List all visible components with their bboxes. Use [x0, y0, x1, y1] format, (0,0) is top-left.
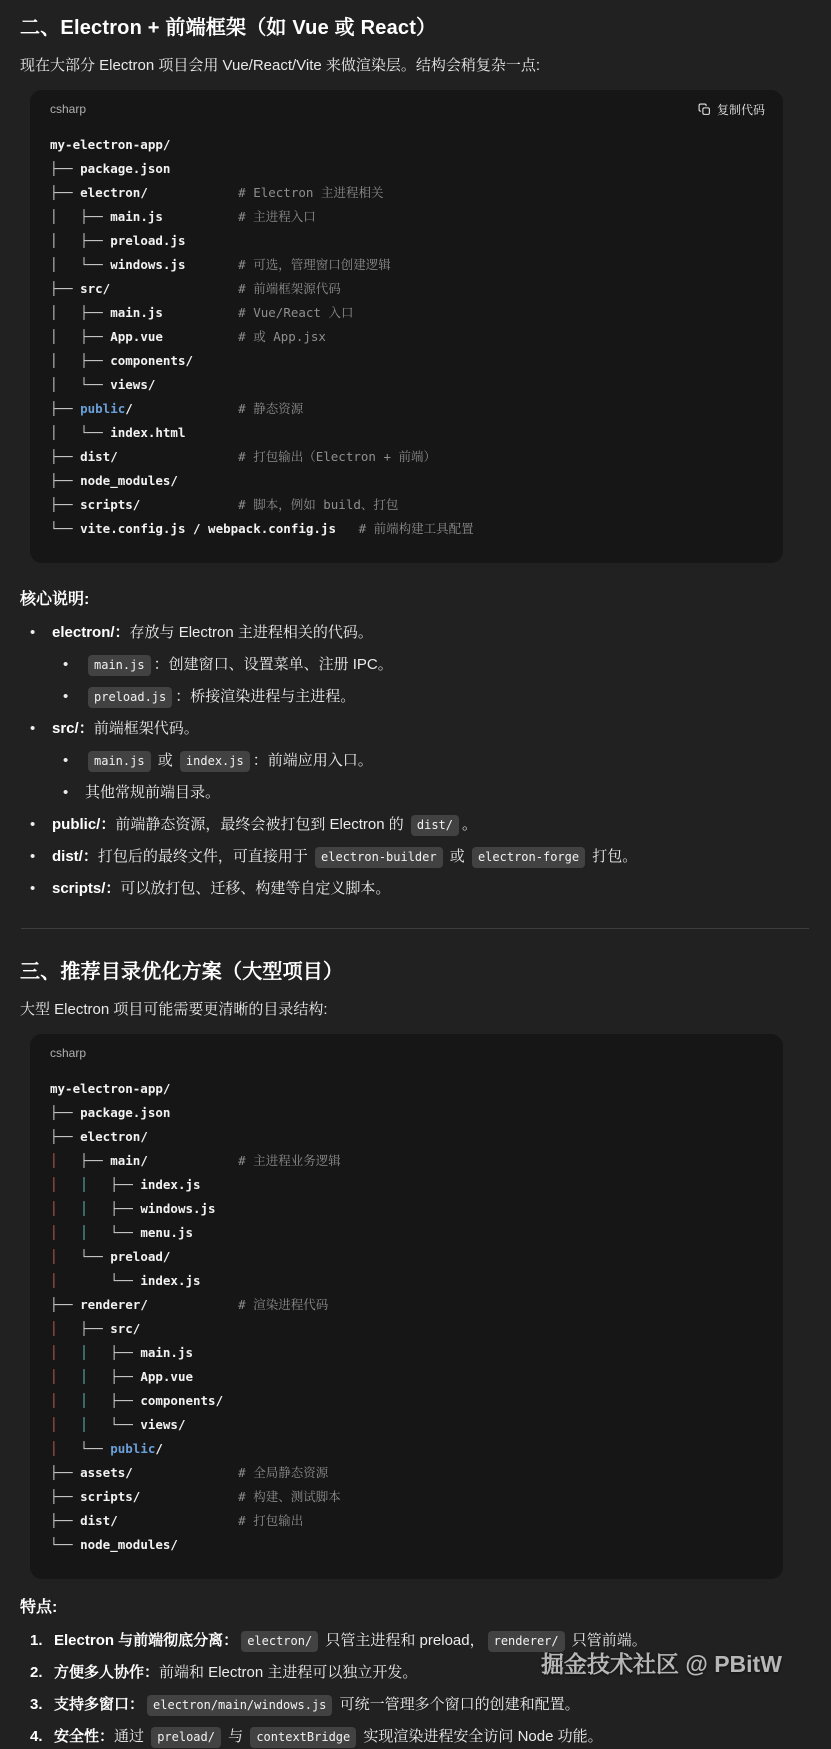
list-item-text: [52, 877, 831, 901]
text-run: 其他常规前端目录。: [85, 784, 221, 801]
code-comment: # 前端框架源代码: [238, 281, 341, 296]
code-token: └──: [80, 257, 111, 272]
code-token: electron/: [80, 185, 148, 200]
code-token: │: [80, 1225, 111, 1240]
code-token: dist/: [80, 1513, 118, 1528]
text-run: ：创建窗口、设置菜单、注册 IPC。: [153, 656, 393, 673]
code-comment: # 打包输出（Electron + 前端）: [238, 449, 437, 464]
code-line: [50, 1077, 763, 1101]
code-token: my-electron-app/: [50, 137, 171, 152]
bullet-marker: •: [63, 752, 69, 769]
list-number: 1.: [30, 1632, 43, 1649]
code-line: [50, 181, 763, 205]
file-tree-code-2: [30, 1060, 783, 1579]
code-line: [50, 1437, 763, 1461]
numbered-list-item: [0, 1693, 831, 1717]
inline-code-chip: preload/: [151, 1727, 221, 1748]
text-run: 存放与 Electron 主进程相关的代码。: [129, 624, 373, 641]
code-comment: # Electron 主进程相关: [238, 185, 384, 200]
bold-label: 支持多窗口：: [54, 1696, 145, 1713]
code-token: menu.js: [140, 1225, 194, 1240]
code-token: │: [80, 1369, 111, 1384]
text-run: 前端框架代码。: [93, 720, 199, 737]
bullet-marker: •: [63, 784, 69, 801]
inline-code-chip: main.js: [88, 751, 151, 772]
code-token: ├──: [50, 161, 81, 176]
code-token: ├──: [50, 1129, 81, 1144]
code-token: ├──: [110, 1177, 141, 1192]
code-token: package.json: [80, 1105, 171, 1120]
code-line: [50, 1533, 763, 1557]
code-line: [50, 1221, 763, 1245]
copy-code-button[interactable]: [698, 101, 765, 118]
bold-label: 安全性：: [54, 1728, 115, 1745]
text-run: 实现渲染进程安全访问 Node 功能。: [359, 1728, 603, 1745]
text-run: 可统一管理多个窗口的创建和配置。: [335, 1696, 580, 1713]
code-line: [50, 1317, 763, 1341]
list-number: 4.: [30, 1728, 43, 1745]
features-list: [0, 1629, 831, 1749]
copy-icon: [698, 103, 711, 116]
core-notes-heading: 核心说明:: [20, 591, 90, 608]
code-comment: # 可选，管理窗口创建逻辑: [238, 257, 391, 272]
code-token: └──: [110, 1225, 141, 1240]
code-token: ├──: [110, 1201, 141, 1216]
code-token: renderer/: [80, 1297, 148, 1312]
numbered-list-item: [0, 1661, 831, 1685]
code-line: [50, 1197, 763, 1221]
code-token: [140, 497, 238, 512]
code-block-1: [30, 90, 783, 563]
code-token: index.js: [140, 1273, 201, 1288]
code-token: │: [50, 329, 81, 344]
code-language-label: csharp: [50, 1046, 87, 1060]
code-token: [110, 281, 238, 296]
code-line: [50, 349, 763, 373]
text-run: ：前端应用入口。: [252, 752, 373, 769]
bold-label: electron/：: [52, 624, 130, 641]
code-token: [148, 185, 238, 200]
numbered-list-item: [0, 1629, 831, 1653]
code-token: └──: [80, 1441, 111, 1456]
text-run: 或: [445, 848, 469, 865]
section-two-heading: 二、Electron + 前端框架（如 Vue 或 React）: [20, 17, 437, 39]
bullet-marker: •: [63, 688, 69, 705]
code-line: [50, 517, 763, 541]
text-run: 打包后的最终文件，可直接用于: [97, 848, 313, 865]
code-comment: # 打包输出: [238, 1513, 304, 1528]
inline-code-chip: preload.js: [88, 687, 172, 708]
code-token: App.vue: [140, 1369, 194, 1384]
code-line: [50, 1125, 763, 1149]
code-token: src/: [110, 1321, 141, 1336]
code-language-label: csharp: [50, 102, 87, 116]
bullet-marker: •: [30, 624, 36, 641]
code-line: [50, 397, 763, 421]
code-token: ├──: [80, 305, 111, 320]
code-token: main.js: [110, 305, 163, 320]
bullet-marker: •: [30, 816, 36, 833]
code-token: [118, 1513, 238, 1528]
code-token: node_modules/: [80, 1537, 178, 1552]
code-token: [148, 1297, 238, 1312]
code-token: [163, 329, 238, 344]
code-token: main.js: [140, 1345, 194, 1360]
code-token: │: [50, 305, 81, 320]
code-token: ├──: [50, 1465, 81, 1480]
bullet-list-item: [0, 717, 831, 741]
code-line: [50, 1413, 763, 1437]
code-token: │: [50, 233, 81, 248]
code-token: ├──: [110, 1345, 141, 1360]
bullet-list-item: [0, 653, 831, 677]
code-line: [50, 1389, 763, 1413]
code-token: [336, 521, 359, 536]
code-token: components/: [110, 353, 194, 368]
code-token: windows.js: [110, 257, 186, 272]
list-item-text: [85, 781, 831, 805]
list-item-text: [85, 749, 831, 773]
code-token: │: [50, 425, 81, 440]
code-token: assets/: [80, 1465, 133, 1480]
code-token: │: [50, 1273, 111, 1288]
code-token: │: [80, 1177, 111, 1192]
code-token: ├──: [50, 281, 81, 296]
bullet-marker: •: [30, 720, 36, 737]
code-token: ├──: [50, 1105, 81, 1120]
code-token: │: [50, 1345, 81, 1360]
section-two-intro: 现在大部分 Electron 项目会用 Vue/React/Vite 来做渲染层。结构会稍复杂一点:: [20, 57, 541, 74]
code-token: │: [50, 1201, 81, 1216]
code-token: │: [50, 209, 81, 224]
list-item-text: [85, 653, 831, 677]
list-item-text: [54, 1629, 831, 1653]
bold-label: src/：: [52, 720, 94, 737]
code-token: ├──: [50, 1489, 81, 1504]
code-token: │: [50, 1177, 81, 1192]
code-token: my-electron-app/: [50, 1081, 171, 1096]
code-token: ├──: [110, 1393, 141, 1408]
code-token: preload/: [110, 1249, 171, 1264]
code-token: ├──: [50, 473, 81, 488]
code-line: [50, 133, 763, 157]
code-line: [50, 493, 763, 517]
code-token: index.js: [140, 1177, 201, 1192]
bullet-list-item: [0, 813, 831, 837]
code-line: [50, 1293, 763, 1317]
code-line: [50, 1461, 763, 1485]
list-item-text: [52, 813, 831, 837]
text-run: 只管前端。: [567, 1632, 647, 1649]
code-token: │: [50, 1369, 81, 1384]
code-line: [50, 229, 763, 253]
code-token: │: [50, 1321, 81, 1336]
text-run: 前端静态资源，最终会被打包到 Electron 的: [115, 816, 408, 833]
code-token: │: [50, 1441, 81, 1456]
code-token: ├──: [50, 185, 81, 200]
code-token: App.vue: [110, 329, 163, 344]
code-line: [50, 325, 763, 349]
text-run: 可以放打包、迁移、构建等自定义脚本。: [120, 880, 391, 897]
list-number: 2.: [30, 1664, 43, 1681]
inline-code-chip: contextBridge: [250, 1727, 356, 1748]
code-token: preload.js: [110, 233, 186, 248]
copy-code-label: 复制代码: [716, 102, 765, 117]
code-token: [133, 1465, 238, 1480]
code-token: └──: [80, 1249, 111, 1264]
bullet-list-item: [0, 749, 831, 773]
code-token: ├──: [80, 1153, 111, 1168]
text-run: 通过: [114, 1728, 149, 1745]
code-line: [50, 1485, 763, 1509]
code-token: electron/: [80, 1129, 148, 1144]
list-item-text: [85, 685, 831, 709]
section-divider: [21, 928, 809, 929]
code-comment: # 主进程入口: [238, 209, 316, 224]
inline-code-chip: renderer/: [488, 1631, 565, 1652]
code-line: [50, 373, 763, 397]
text-run: 前端和 Electron 主进程可以独立开发。: [159, 1664, 418, 1681]
inline-code-chip: dist/: [411, 815, 459, 836]
code-token: └──: [50, 521, 81, 536]
file-tree-code-1: [30, 116, 783, 563]
code-token: src/: [80, 281, 111, 296]
code-token: │: [50, 353, 81, 368]
code-token: dist/: [80, 449, 118, 464]
code-token: index.html: [110, 425, 186, 440]
bullet-list-item: [0, 621, 831, 645]
inline-code-chip: index.js: [180, 751, 250, 772]
code-line: [50, 1509, 763, 1533]
code-line: [50, 157, 763, 181]
code-token: │: [80, 1345, 111, 1360]
watermark: 掘金技术社区 @ PBitW: [541, 1651, 782, 1677]
code-token: └──: [80, 377, 111, 392]
inline-code-chip: electron/main/windows.js: [147, 1695, 332, 1716]
bullet-marker: •: [63, 656, 69, 673]
section-three-heading: 三、推荐目录优化方案（大型项目）: [20, 961, 344, 983]
code-comment: # 静态资源: [238, 401, 304, 416]
code-line: [50, 1101, 763, 1125]
list-item-text: [52, 845, 831, 869]
code-token: [133, 401, 238, 416]
code-line: [50, 253, 763, 277]
code-token: │: [80, 1201, 111, 1216]
code-comment: # 或 App.jsx: [238, 329, 326, 344]
code-token: [163, 305, 238, 320]
code-token: │: [50, 377, 81, 392]
bullet-list-item: [0, 877, 831, 901]
code-token: ├──: [80, 209, 111, 224]
code-comment: # 全局静态资源: [238, 1465, 329, 1480]
code-token: public: [80, 401, 126, 416]
code-block-2-header: [30, 1034, 783, 1060]
code-token: ├──: [50, 497, 81, 512]
bold-label: dist/：: [52, 848, 98, 865]
code-token: │: [50, 1249, 81, 1264]
code-token: [140, 1489, 238, 1504]
code-token: [163, 209, 238, 224]
core-notes-list: [0, 621, 831, 901]
list-item-text: [54, 1725, 831, 1749]
numbered-list-item: [0, 1725, 831, 1749]
code-token: ├──: [110, 1369, 141, 1384]
list-number: 3.: [30, 1696, 43, 1713]
inline-code-chip: electron-builder: [315, 847, 443, 868]
bullet-list-item: [0, 781, 831, 805]
text-run: ：桥接渲染进程与主进程。: [175, 688, 356, 705]
text-run: 打包。: [588, 848, 638, 865]
code-token: node_modules/: [80, 473, 178, 488]
inline-code-chip: electron-forge: [472, 847, 585, 868]
inline-code-chip: main.js: [88, 655, 151, 676]
code-token: scripts/: [80, 497, 141, 512]
code-token: └──: [110, 1273, 141, 1288]
code-token: package.json: [80, 161, 171, 176]
code-line: [50, 1245, 763, 1269]
code-token: [118, 449, 238, 464]
code-line: [50, 421, 763, 445]
code-token: views/: [140, 1417, 186, 1432]
bold-label: public/：: [52, 816, 116, 833]
code-token: vite.config.js / webpack.config.js: [80, 521, 336, 536]
code-line: [50, 1365, 763, 1389]
code-token: /: [155, 1441, 163, 1456]
code-line: [50, 205, 763, 229]
code-token: └──: [110, 1417, 141, 1432]
code-token: │: [50, 1417, 81, 1432]
text-run: 只管主进程和 preload，: [321, 1632, 485, 1649]
code-token: │: [80, 1393, 111, 1408]
code-line: [50, 469, 763, 493]
code-token: ├──: [50, 1513, 81, 1528]
code-token: /: [125, 401, 133, 416]
code-token: public: [110, 1441, 156, 1456]
code-line: [50, 1341, 763, 1365]
code-token: ├──: [50, 1297, 81, 1312]
bold-label: Electron 与前端彻底分离：: [54, 1632, 239, 1649]
inline-code-chip: electron/: [241, 1631, 318, 1652]
code-block-2: [30, 1034, 783, 1579]
bullet-marker: •: [30, 880, 36, 897]
code-token: ├──: [80, 353, 111, 368]
list-item-text: [52, 621, 831, 645]
code-token: windows.js: [140, 1201, 216, 1216]
code-token: views/: [110, 377, 156, 392]
code-token: components/: [140, 1393, 224, 1408]
bullet-list-item: [0, 685, 831, 709]
code-line: [50, 1149, 763, 1173]
list-item-text: [52, 717, 831, 741]
code-token: [148, 1153, 238, 1168]
code-comment: # Vue/React 入口: [238, 305, 354, 320]
text-run: 与: [223, 1728, 248, 1745]
code-token: scripts/: [80, 1489, 141, 1504]
code-comment: # 构建、测试脚本: [238, 1489, 341, 1504]
code-line: [50, 445, 763, 469]
code-token: └──: [80, 425, 111, 440]
code-token: main/: [110, 1153, 148, 1168]
text-run: 。: [462, 816, 478, 833]
code-line: [50, 1269, 763, 1293]
code-token: main.js: [110, 209, 163, 224]
code-token: │: [50, 1393, 81, 1408]
code-comment: # 渲染进程代码: [238, 1297, 329, 1312]
code-token: ├──: [80, 329, 111, 344]
code-token: [185, 257, 238, 272]
code-comment: # 脚本，例如 build、打包: [238, 497, 399, 512]
code-line: [50, 277, 763, 301]
list-item-text: [54, 1661, 831, 1685]
code-token: ├──: [80, 1321, 111, 1336]
code-line: [50, 301, 763, 325]
code-token: │: [50, 1153, 81, 1168]
code-token: ├──: [50, 401, 81, 416]
code-line: [50, 1173, 763, 1197]
list-item-text: [54, 1693, 831, 1717]
text-run: 或: [153, 752, 177, 769]
code-token: │: [80, 1417, 111, 1432]
bullet-list-item: [0, 845, 831, 869]
code-token: ├──: [50, 449, 81, 464]
bold-label: 方便多人协作：: [54, 1664, 160, 1681]
code-token: │: [50, 257, 81, 272]
code-block-1-header: [30, 90, 783, 116]
code-comment: # 前端构建工具配置: [358, 521, 474, 536]
code-comment: # 主进程业务逻辑: [238, 1153, 341, 1168]
features-heading: 特点:: [20, 1599, 58, 1616]
bold-label: scripts/：: [52, 880, 121, 897]
bullet-marker: •: [30, 848, 36, 865]
code-token: ├──: [80, 233, 111, 248]
section-three-intro: 大型 Electron 项目可能需要更清晰的目录结构:: [20, 1001, 328, 1018]
code-token: └──: [50, 1537, 81, 1552]
code-token: │: [50, 1225, 81, 1240]
